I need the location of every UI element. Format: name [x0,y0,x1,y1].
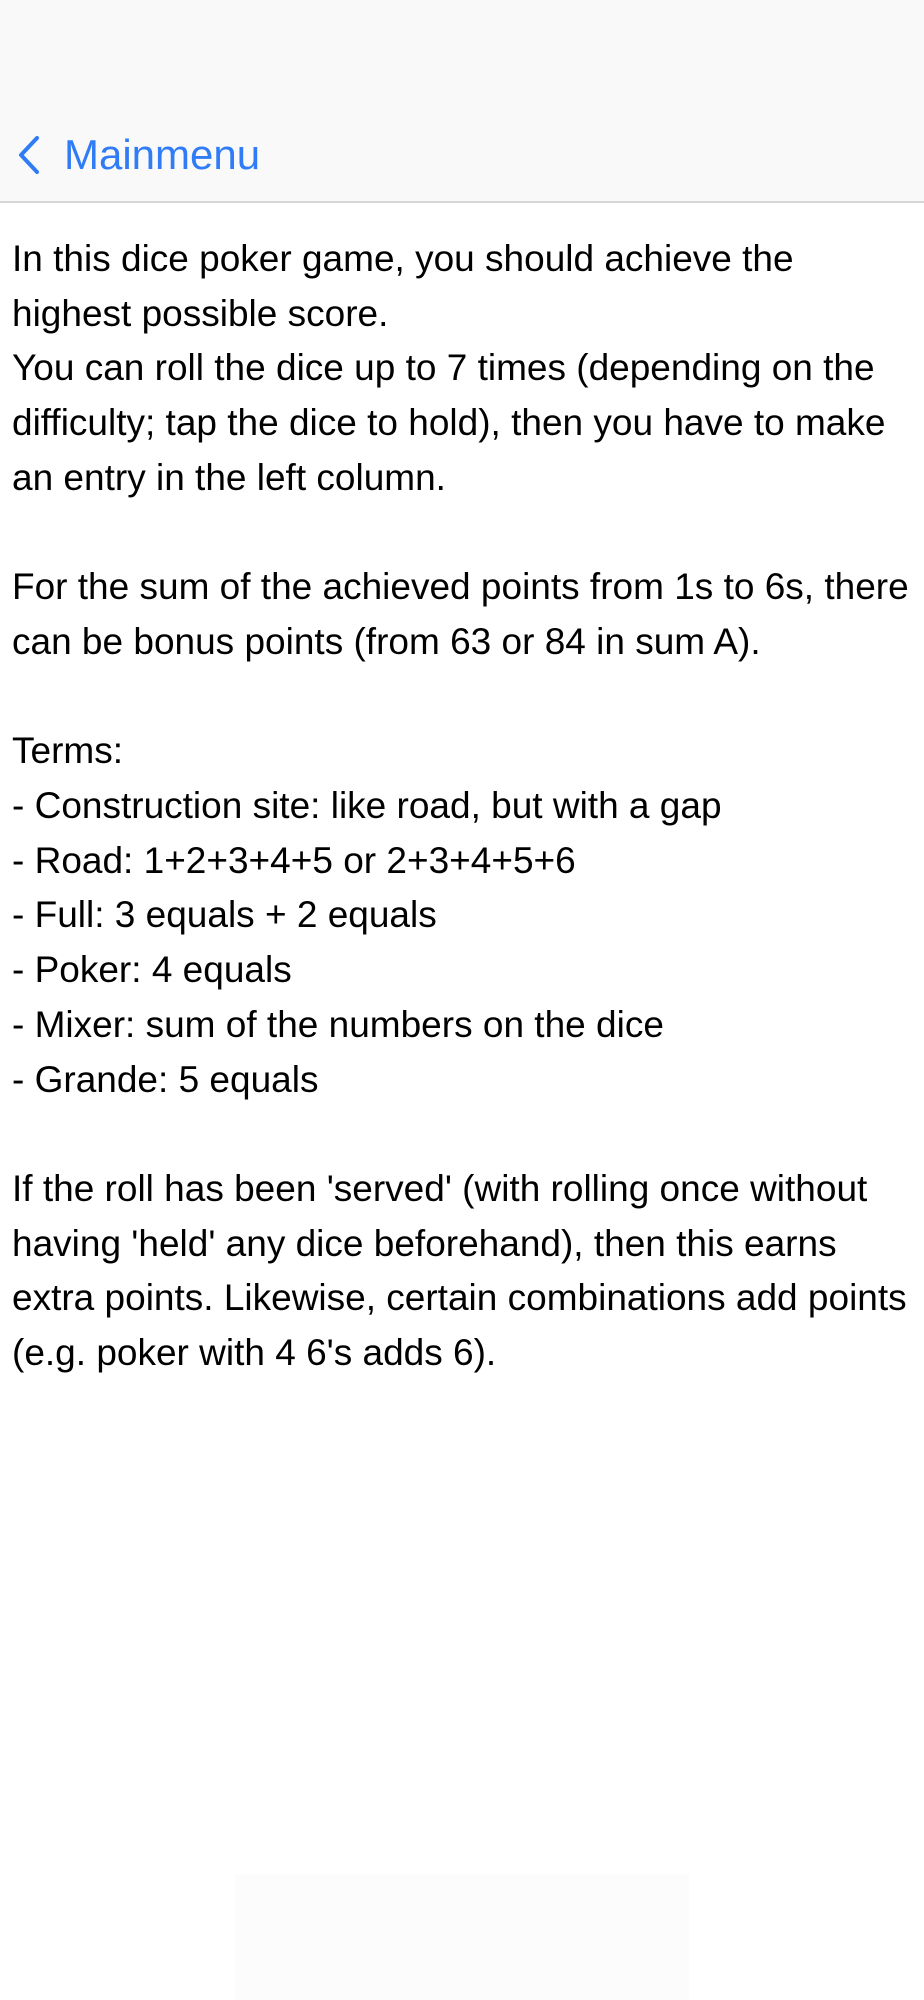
term-item: - Road: 1+2+3+4+5 or 2+3+4+5+6 [12,839,576,881]
rules-text [12,232,912,1381]
spacer [12,670,912,725]
home-indicator [235,1874,689,2000]
chevron-left-icon [18,133,48,177]
spacer [12,506,912,561]
term-item: - Construction site: like road, but with a gap [12,785,722,826]
term-item: - Poker: 4 equals [12,949,292,991]
served-paragraph: If the roll has been 'served' (with rolling once without having 'held' any dice beforehand), then this earns extra points. Likewise, certain combinations add points (e.g. poker with 4 6's adds 6). [12,1167,907,1374]
back-button-label: Mainmenu [64,131,261,178]
back-button[interactable] [18,130,260,180]
intro-paragraph: In this dice poker game, you should achieve the highest possible score. [12,238,794,334]
terms-heading: Terms: [12,730,123,772]
term-item: - Grande: 5 equals [12,1058,319,1100]
spacer [12,1107,912,1162]
navigation-bar [0,100,924,203]
status-bar [0,0,924,100]
term-item: - Mixer: sum of the numbers on the dice [12,1003,664,1045]
bonus-paragraph: For the sum of the achieved points from 1s to 6s, there can be bonus points (from 63 or 84 in sum A). [12,566,909,662]
term-item: - Full: 3 equals + 2 equals [12,894,437,936]
roll-rules-paragraph: You can roll the dice up to 7 times (depending on the difficulty; tap the dice to hold), then you have to make an entry in the left column. [12,347,886,498]
